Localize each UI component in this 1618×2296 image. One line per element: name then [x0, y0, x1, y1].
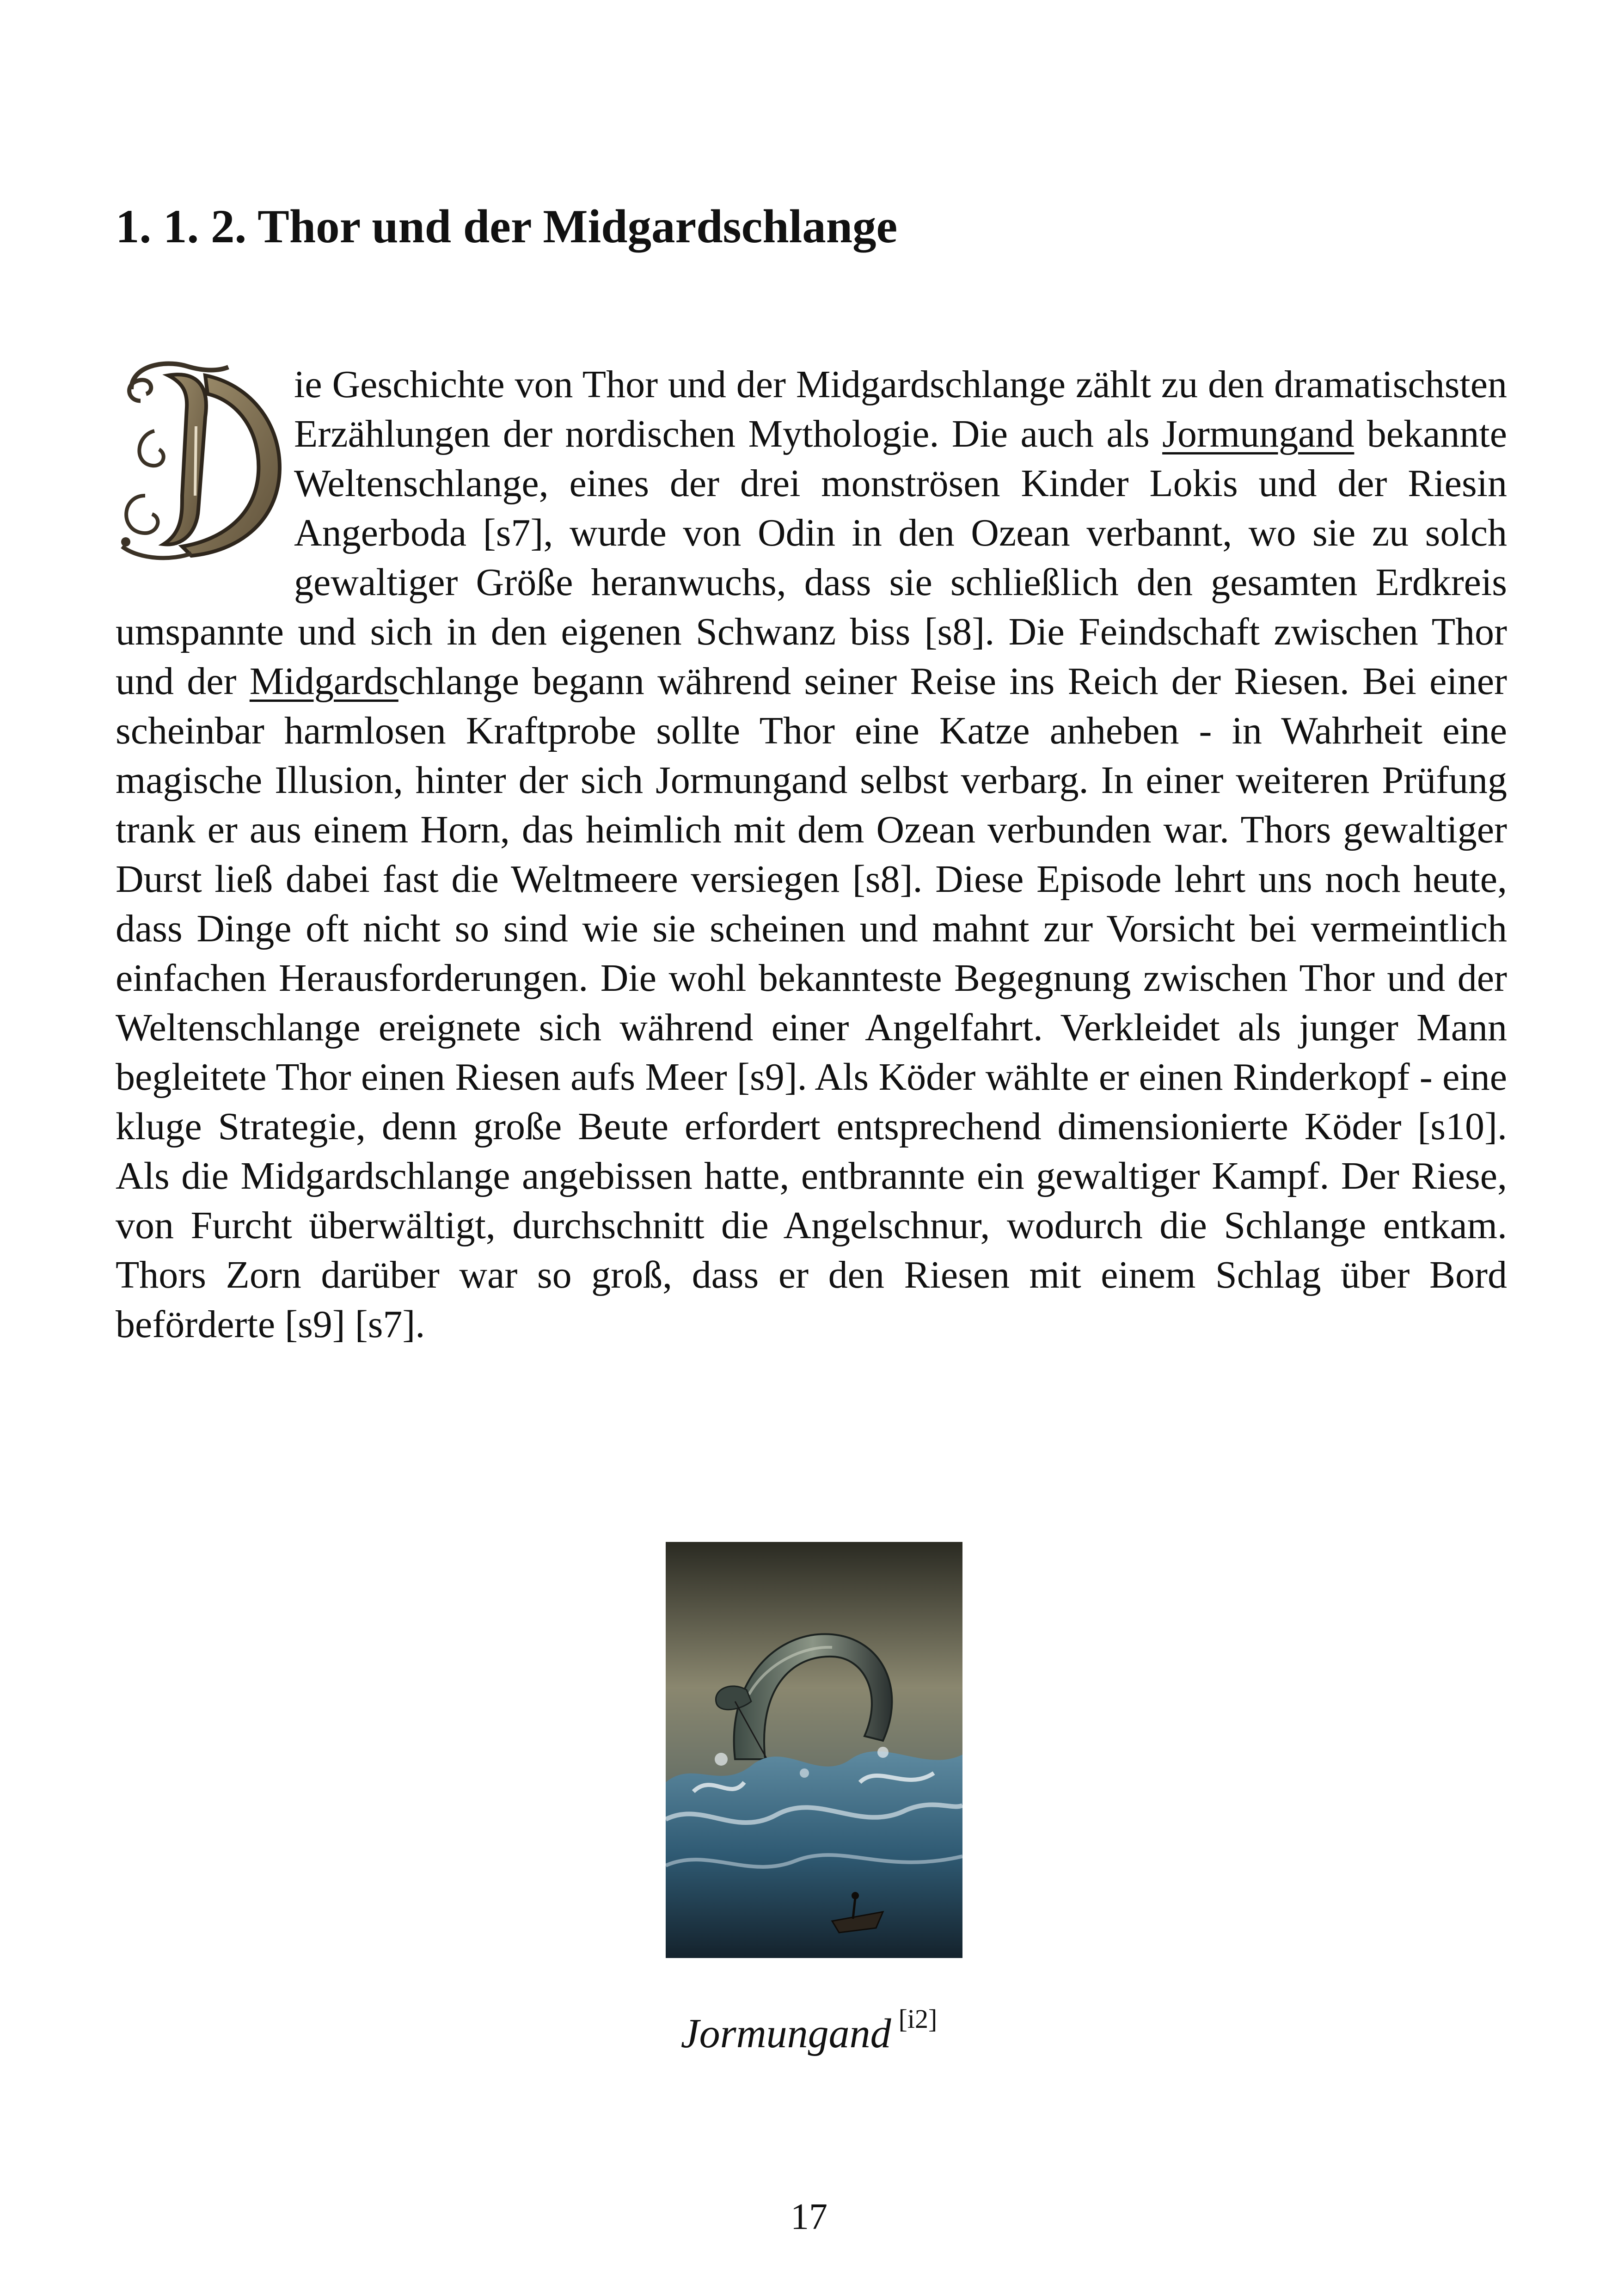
paragraph-text-3: chlange begann während seiner Reise ins Reich der Riesen. Bei einer scheinbar harmlosen Kraftprobe sollte Thor eine Katze anheben - in Wahrheit eine magische Illusion, hinter der sich Jormungand selbst verbarg. In einer weiteren Prüfung trank er aus einem Horn, das heimlich mit dem Ozean verbunden war. Thors gewaltiger Durst ließ dabei fast die Weltmeere versiegen [s8]. Diese Episode lehrt uns noch heute, dass Dinge oft nicht so sind wie sie scheinen und mahnt zur Vorsicht bei vermeintlich einfachen Herausforderungen. Die wohl bekannteste Begegnung zwischen Thor und der Weltenschlange ereignete sich während einer Angelfahrt. Verkleidet als junger Mann begleitete Thor einen Riesen aufs Meer [s9]. Als Köder wählte er einen Rinderkopf - eine kluge Strategie, denn große Beute erfordert entsprechend dimensionierte Köder [s10]. Als die Midgardschlange angebissen hatte, entbrannte ein gewaltiger Kampf. Der Riese, von Furcht überwältigt, durchschnitt die Angelschnur, wodurch die Schlange entkam. Thors Zorn darüber war so groß, dass er den Riesen mit einem Schlag über Bord beförderte [s9] [s7].	[116, 660, 1507, 1346]
body-text	[116, 360, 1507, 1349]
page-number: 17	[791, 2197, 827, 2237]
jormungand-link[interactable]: Jormungand	[1162, 412, 1354, 455]
caption-text: Jormungand	[680, 2011, 891, 2057]
paragraph-text-2: bekannte Weltenschlange, eines der drei monströsen Kinder Lokis und der Riesin Angerboda [s7], wurde von Odin in den Ozean verbannt, wo sie zu solch gewaltiger Größe heranwuchs, dass sie schließlich den gesamten Erdkreis umspannte und sich in den eigenen Schwanz biss [s8]. Die Feindschaft zwischen Thor und der	[116, 412, 1507, 703]
caption-reference: [i2]	[898, 2004, 938, 2034]
ornamental-dropcap	[113, 357, 288, 560]
dropcap-d-icon	[113, 357, 288, 560]
jormungand-illustration	[666, 1542, 962, 1958]
figure-caption	[0, 1994, 1618, 2059]
section-heading: 1. 1. 2. Thor und der Midgardschlange	[116, 200, 898, 253]
paragraph	[116, 360, 1507, 1349]
sea-serpent-image	[666, 1542, 962, 1958]
midgard-link[interactable]: Midgards	[249, 660, 398, 703]
paragraph-text-1: ie Geschichte von Thor und der Midgardschlange zählt zu den dramatischsten Erzählungen der nordischen Mythologie. Die auch als	[294, 363, 1507, 455]
